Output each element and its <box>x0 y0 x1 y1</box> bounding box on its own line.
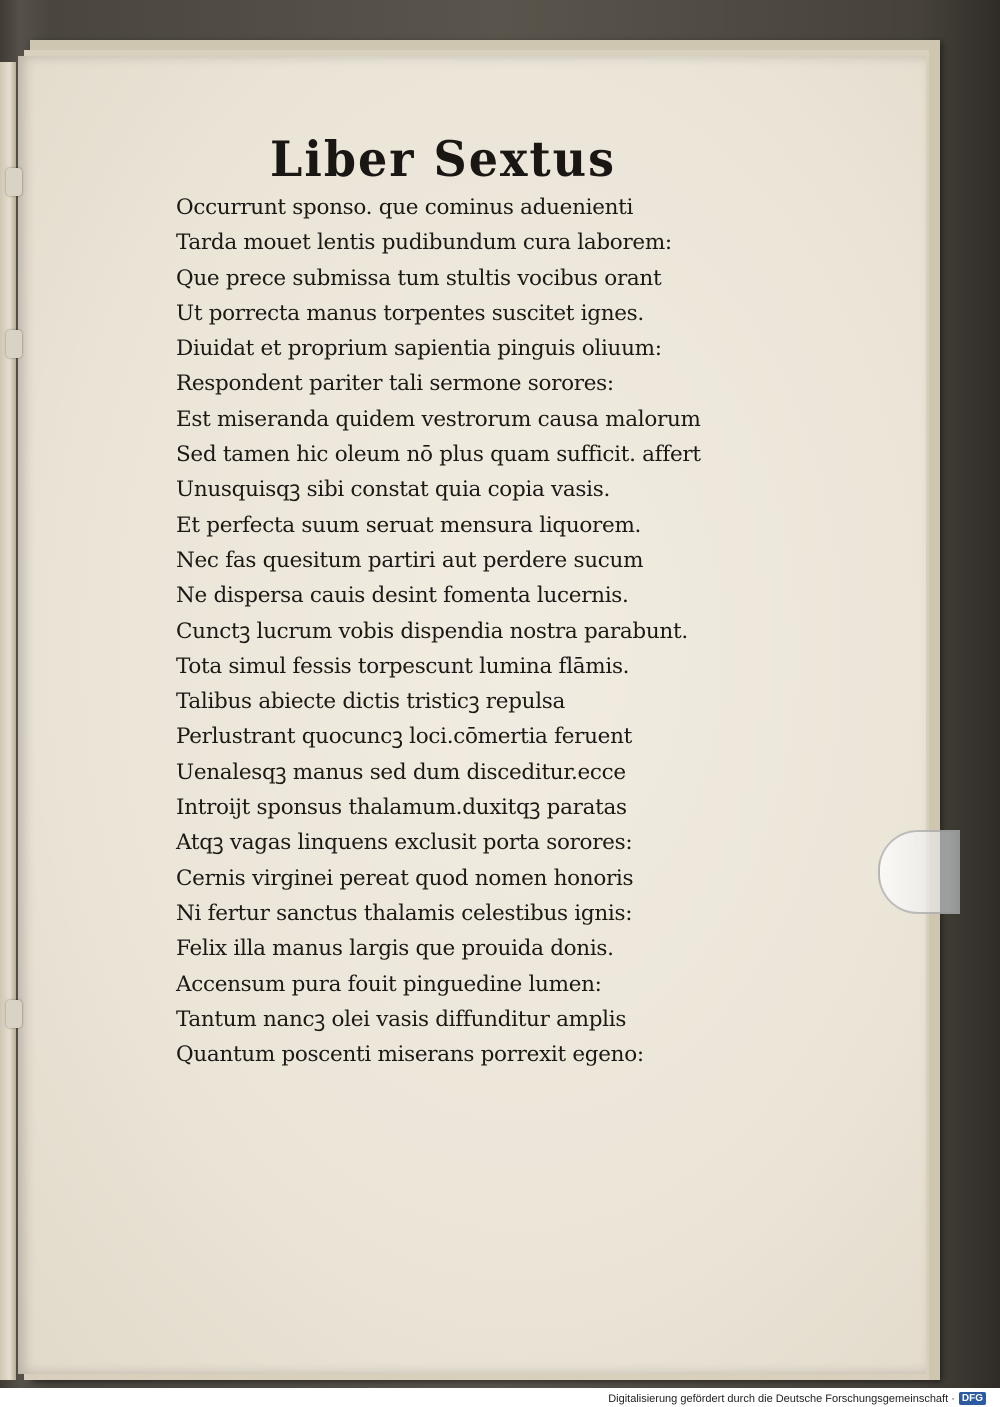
credit-text: Digitalisierung gefördert durch die Deutsche Forschungsgemeinschaft · <box>608 1392 955 1405</box>
left-page-edge <box>0 62 16 1380</box>
verse-line: Perlustrant quocuncꝫ loci.cōmertia feruent <box>176 724 632 750</box>
verse-line: Tantum nancꝫ olei vasis diffunditur amplis <box>176 1006 627 1032</box>
verse-line: Sed tamen hic oleum nō plus quam sufficit. affert <box>176 442 701 468</box>
verse-line: Ne dispersa cauis desint fomenta lucernis. <box>176 583 629 609</box>
verse-line: Accensum pura fouit pinguedine lumen: <box>176 971 602 997</box>
verse-line: Tarda mouet lentis pudibundum cura laborem: <box>176 230 672 256</box>
binding-thread <box>6 168 22 196</box>
verse-line: Nec fas quesitum partiri aut perdere sucum <box>176 547 644 573</box>
binding-thread <box>6 1000 22 1028</box>
verse-line: Cernis virginei pereat quod nomen honoris <box>176 865 634 891</box>
verse-line: Unusquisqꝫ sibi constat quia copia vasis. <box>176 477 610 503</box>
page-heading: Liber Sextus <box>270 130 616 188</box>
verse-line: Cunctꝫ lucrum vobis dispendia nostra parabunt. <box>176 618 688 644</box>
verse-line: Occurrunt sponso. que cominus aduenienti <box>176 195 634 220</box>
verse-line: Introijt sponsus thalamum.duxitqꝫ paratas <box>176 795 627 821</box>
verse-line: Respondent pariter tali sermone sorores: <box>176 371 614 397</box>
verse-line: Ni fertur sanctus thalamis celestibus ignis: <box>176 900 633 926</box>
verse-line: Talibus abiecte dictis tristicꝫ repulsa <box>176 689 566 715</box>
verse-line: Et perfecta suum seruat mensura liquorem. <box>176 512 642 538</box>
verse-line: Quantum poscenti miserans porrexit egeno: <box>176 1042 644 1068</box>
digitization-credit <box>608 1392 986 1405</box>
verse-line: Tota simul fessis torpescunt lumina flāmis. <box>176 653 630 679</box>
verse-line: Atqꝫ vagas linquens exclusit porta sorores: <box>176 830 633 856</box>
verse-line: Uenalesqꝫ manus sed dum disceditur.ecce <box>176 759 626 785</box>
page-clip <box>878 830 960 914</box>
binding-thread <box>6 330 22 358</box>
verse-line: Felix illa manus largis que prouida donis. <box>176 936 614 962</box>
verse-line: Est miseranda quidem vestrorum causa malorum <box>176 406 701 432</box>
dfg-logo: DFG <box>959 1392 986 1405</box>
verse-line: Que prece submissa tum stultis vocibus orant <box>176 265 662 291</box>
verse-line: Ut porrecta manus torpentes suscitet ignes. <box>176 300 644 326</box>
verse-text <box>176 190 736 1072</box>
verse-line: Diuidat et proprium sapientia pinguis oliuum: <box>176 336 662 362</box>
